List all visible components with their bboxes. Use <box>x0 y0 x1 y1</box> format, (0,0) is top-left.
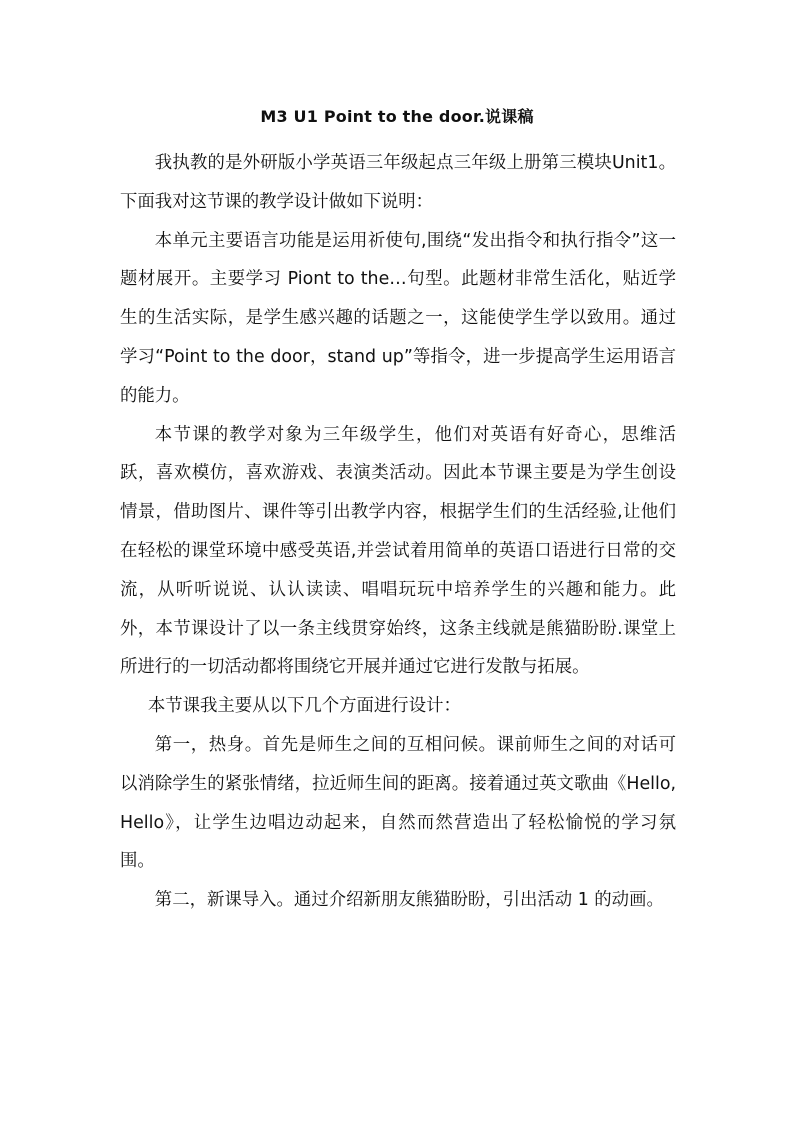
paragraph-intro: 我执教的是外研版小学英语三年级起点三年级上册第三模块Unit1。下面我对这节课的教学设计做如下说明： <box>120 153 676 212</box>
paragraph-new-lesson: 第二，新课导入。通过介绍新朋友熊猫盼盼，引出活动 1 的动画。 <box>154 890 664 911</box>
paragraph-design-overview: 本节课我主要从以下几个方面进行设计： <box>147 696 461 717</box>
paragraph-warm-up: 第一，热身。首先是师生之间的互相问候。课前师生之间的对话可以消除学生的紧张情绪，拉近师生间的距离。接着通过英文歌曲《Hello, Hello》，让学生边唱边动起来，自然而然营造出了轻松愉悦的学习氛围。 <box>120 734 676 872</box>
paragraph-teaching-object: 本节课的教学对象为三年级学生，他们对英语有好奇心，思维活跃，喜欢模仿，喜欢游戏、表演类活动。因此本节课主要是为学生创设情景，借助图片、课件等引出教学内容，根据学生们的生活经验,让他们在轻松的课堂环境中感受英语,并尝试着用简单的英语口语进行日常的交流，从听听说说、认认读读、唱唱玩玩中培养学生的兴趣和能力。此外，本节课设计了以一条主线贯穿始终，这条主线就是熊猫盼盼.课堂上所进行的一切活动都将围绕它开展并通过它进行发散与拓展。 <box>120 424 676 678</box>
document-body <box>120 144 676 920</box>
document-title: M3 U1 Point to the door.说课稿 <box>260 107 534 126</box>
paragraph-unit-function: 本单元主要语言功能是运用祈使句,围绕“发出指令和执行指令”这一题材展开。主要学习 Piont to the…句型。此题材非常生活化，贴近学生的生活实际，是学生感兴趣的话题之一，这能使学生学以致用。通过学习“Point to the door，stand up”等指令，进一步提高学生运用语言的能力。 <box>120 230 676 406</box>
